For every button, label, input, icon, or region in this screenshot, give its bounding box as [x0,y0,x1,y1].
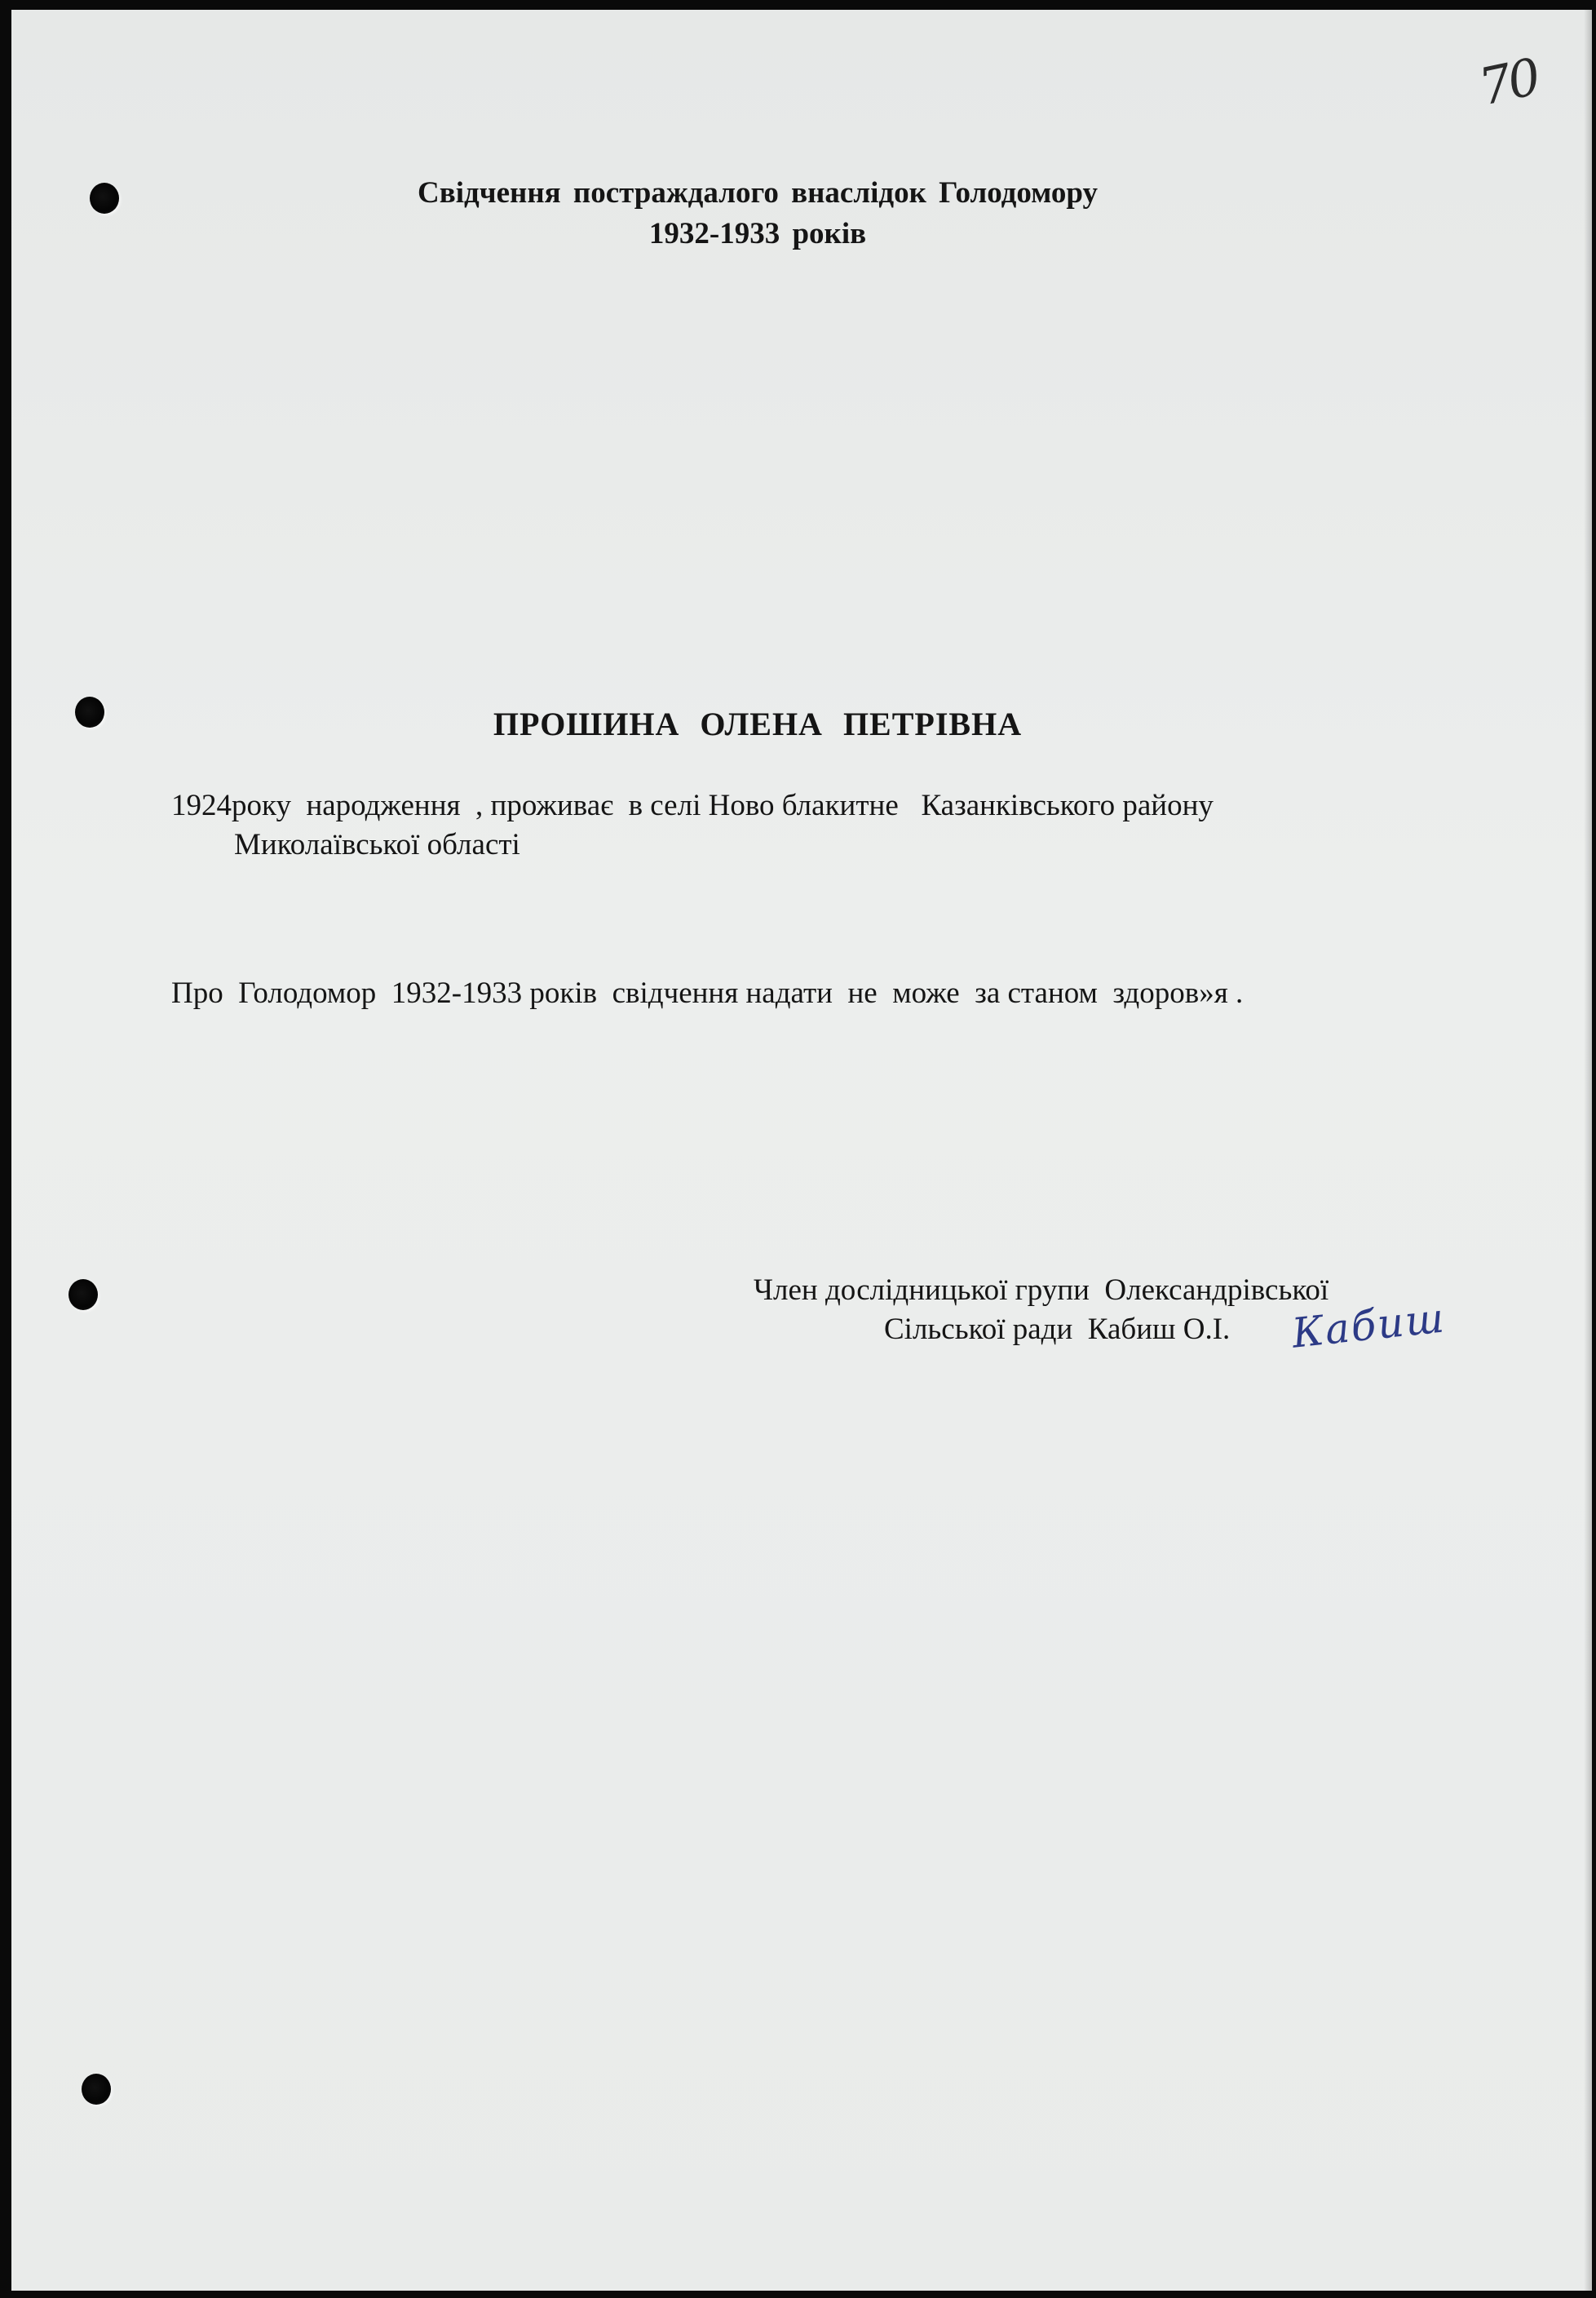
handwritten-page-number: 70 [1474,46,1543,117]
handwritten-signature: Кабиш [1289,1294,1448,1357]
signer-role-line: Член дослідницької групи Олександрівської [754,1273,1329,1307]
document-header [11,173,1504,255]
document-page [11,10,1592,2291]
testimony-statement: Про Голодомор 1932-1933 років свідчення надати не може за станом здоров»я . [171,976,1244,1010]
person-name: ПРОШИНА ОЛЕНА ПЕТРІВНА [493,706,1023,742]
birth-residence-line: 1924року народження , проживає в селі Ново блакитне Казанківського району [171,789,1214,822]
signer-name-line: Сільської ради Кабиш О.І. [884,1313,1231,1346]
header-years-line: 1932-1933 років [648,217,867,250]
punch-hole [69,1279,98,1310]
region-line: Миколаївської області [234,828,520,861]
punch-hole [82,2074,111,2105]
header-title-line: Свідчення постраждалого внаслідок Голодомору [418,176,1098,210]
